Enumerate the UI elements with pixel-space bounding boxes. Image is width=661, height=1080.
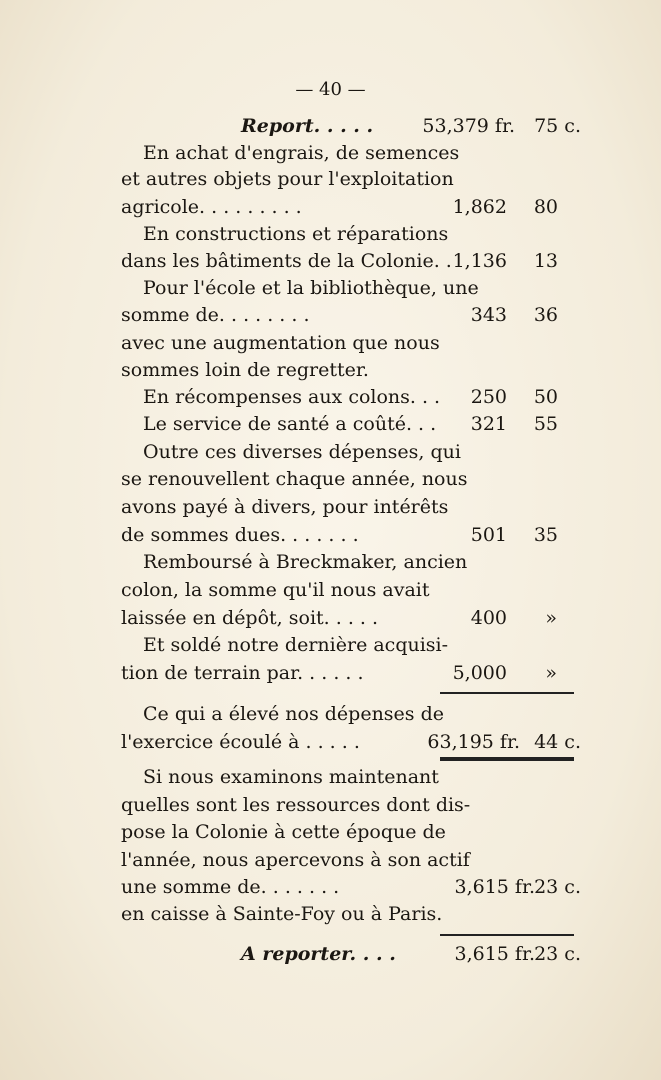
line-text: se renouvellent chaque année, nous xyxy=(121,468,468,490)
line-text: En achat d'engrais, de semences xyxy=(143,142,460,164)
amount-francs: 1,862 xyxy=(452,196,507,218)
amount-francs: 5,000 xyxy=(452,662,507,684)
amount-francs: 501 xyxy=(470,524,507,546)
amount-cents: 80 xyxy=(533,196,558,218)
line-text: de sommes dues. . . . . . . xyxy=(121,524,359,546)
line-text: l'année, nous apercevons à son actif xyxy=(121,849,470,871)
line-text: laissée en dépôt, soit. . . . . xyxy=(121,607,379,629)
line-text: Remboursé à Breckmaker, ancien xyxy=(143,551,468,573)
line-a-reporter: A reporter. . . . xyxy=(241,943,396,965)
line-text: Pour l'école et la bibliothèque, une xyxy=(143,277,479,299)
amount-cents: 75 c. xyxy=(534,115,581,137)
sum-rule xyxy=(440,934,574,936)
sum-rule xyxy=(440,692,574,694)
line-text: quelles sont les ressources dont dis- xyxy=(121,794,471,816)
line-report: Report. . . . . xyxy=(241,115,374,137)
amount-francs: 250 xyxy=(470,386,507,408)
amount-francs: 3,615 fr. xyxy=(454,943,535,965)
page-number-header: — 40 — xyxy=(295,79,366,100)
line-text: l'exercice écoulé à . . . . . xyxy=(121,731,360,753)
line-text: En constructions et réparations xyxy=(143,223,449,245)
line-text: tion de terrain par. . . . . . xyxy=(121,662,364,684)
amount-cents: 55 xyxy=(533,413,558,435)
amount-cents: 44 c. xyxy=(534,731,581,753)
line-text: Outre ces diverses dépenses, qui xyxy=(143,441,461,463)
amount-cents: 36 xyxy=(533,304,558,326)
line-text: sommes loin de regretter. xyxy=(121,359,369,381)
line-text: avec une augmentation que nous xyxy=(121,332,440,354)
line-text: et autres objets pour l'exploitation xyxy=(121,168,454,190)
amount-cents: 23 c. xyxy=(534,876,581,898)
total-double-rule xyxy=(440,757,574,761)
line-text: avons payé à divers, pour intérêts xyxy=(121,496,449,518)
line-text: En récompenses aux colons. . . xyxy=(143,386,441,408)
line-text: Si nous examinons maintenant xyxy=(143,766,439,788)
line-text: somme de. . . . . . . . xyxy=(121,304,310,326)
line-text: une somme de. . . . . . . xyxy=(121,876,340,898)
line-text: Et soldé notre dernière acquisi- xyxy=(143,634,449,656)
amount-cents: 50 xyxy=(533,386,558,408)
line-text: dans les bâtiments de la Colonie. . xyxy=(121,250,452,272)
line-text: pose la Colonie à cette époque de xyxy=(121,821,446,843)
amount-cents: 23 c. xyxy=(534,943,581,965)
amount-cents: » xyxy=(545,607,557,629)
amount-cents: » xyxy=(545,662,557,684)
line-text: en caisse à Sainte-Foy ou à Paris. xyxy=(121,903,443,925)
amount-francs: 343 xyxy=(470,304,507,326)
amount-francs: 321 xyxy=(470,413,507,435)
line-text: Ce qui a élevé nos dépenses de xyxy=(143,703,444,725)
amount-francs: 63,195 fr. xyxy=(427,731,520,753)
amount-francs: 53,379 fr. xyxy=(422,115,515,137)
amount-francs: 400 xyxy=(470,607,507,629)
amount-cents: 35 xyxy=(533,524,558,546)
amount-francs: 1,136 xyxy=(452,250,507,272)
amount-francs: 3,615 fr. xyxy=(454,876,535,898)
line-text: Le service de santé a coûté. . . xyxy=(143,413,437,435)
line-text: agricole. . . . . . . . . xyxy=(121,196,302,218)
amount-cents: 13 xyxy=(533,250,558,272)
line-text: colon, la somme qu'il nous avait xyxy=(121,579,430,601)
